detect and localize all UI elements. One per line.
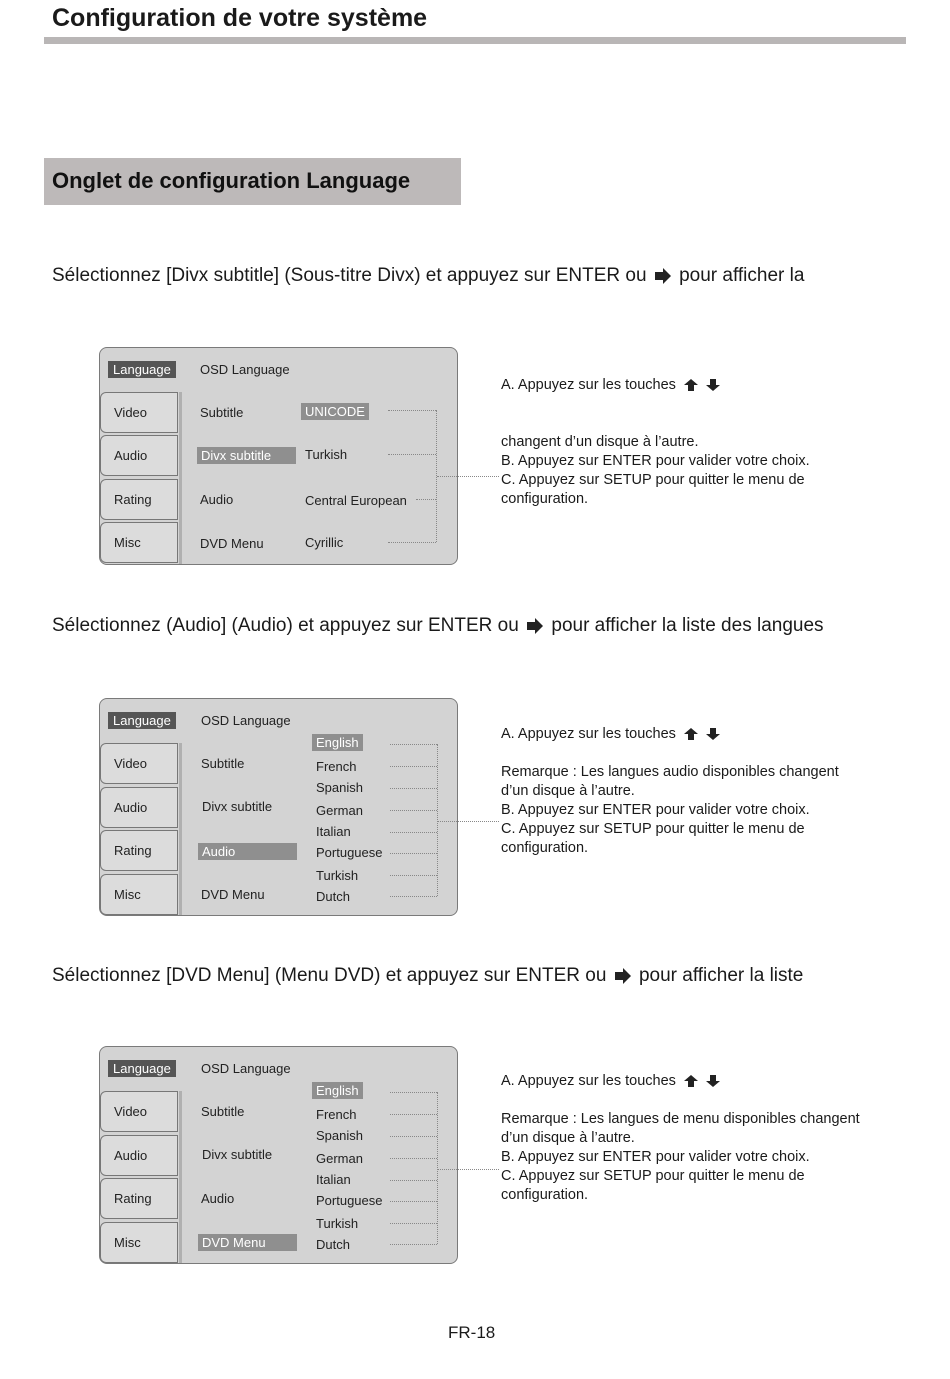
tab-video[interactable]: Video xyxy=(100,392,178,433)
menu-item-subtitle[interactable]: Subtitle xyxy=(201,756,245,771)
panel-divider xyxy=(179,392,182,564)
instruction-2-text-a: Sélectionnez (Audio] (Audio) et appuyez sur ENTER ou xyxy=(52,615,519,636)
menu-item-divx-subtitle[interactable]: Divx subtitle xyxy=(197,447,296,464)
instruction-1 xyxy=(52,265,804,287)
up-arrow-icon xyxy=(684,1075,698,1087)
menu-item-divx-subtitle[interactable]: Divx subtitle xyxy=(202,1147,273,1162)
tab-language[interactable]: Language xyxy=(100,350,178,391)
up-arrow-icon xyxy=(684,728,698,740)
right-arrow-icon xyxy=(614,968,632,984)
option-french[interactable]: French xyxy=(316,759,357,774)
menu-item-osd-language[interactable]: OSD Language xyxy=(201,713,291,728)
note-3-c2: configuration. xyxy=(501,1187,589,1203)
menu-item-divx-subtitle[interactable]: Divx subtitle xyxy=(202,799,273,814)
tab-audio[interactable]: Audio xyxy=(100,435,178,476)
right-arrow-icon xyxy=(654,268,672,284)
tab-language[interactable]: Language xyxy=(100,1049,178,1090)
note-2-remark-2: d’un disque à l’autre. xyxy=(501,783,635,799)
tab-audio[interactable]: Audio xyxy=(100,1135,178,1176)
option-english[interactable]: English xyxy=(312,1083,363,1098)
panel-divider xyxy=(179,743,182,915)
menu-item-audio[interactable]: Audio xyxy=(198,843,297,860)
option-english[interactable]: English xyxy=(312,735,363,750)
callout-leader-2 xyxy=(438,821,499,822)
note-3-b: B. Appuyez sur ENTER pour valider votre choix. xyxy=(501,1149,810,1165)
tab-video[interactable]: Video xyxy=(100,1091,178,1132)
setup-menu-panel-3 xyxy=(99,1046,458,1264)
notes-3 xyxy=(501,1072,860,1205)
option-german[interactable]: German xyxy=(316,803,363,818)
notes-2 xyxy=(501,725,839,858)
note-1-a: A. Appuyez sur les touches xyxy=(501,377,676,393)
panel-divider xyxy=(179,1091,182,1263)
option-german[interactable]: German xyxy=(316,1151,363,1166)
tab-video[interactable]: Video xyxy=(100,743,178,784)
down-arrow-icon xyxy=(706,728,720,740)
option-portuguese[interactable]: Portuguese xyxy=(316,845,383,860)
option-spanish[interactable]: Spanish xyxy=(316,1128,363,1143)
option-unicode[interactable]: UNICODE xyxy=(301,404,369,419)
instruction-1-text-a: Sélectionnez [Divx subtitle] (Sous-titre Divx) et appuyez sur ENTER ou xyxy=(52,265,647,286)
instruction-1-text-b: pour afficher la xyxy=(679,265,805,286)
tab-rating[interactable]: Rating xyxy=(100,1178,178,1219)
menu-item-audio[interactable]: Audio xyxy=(201,1191,235,1206)
instruction-3 xyxy=(52,965,803,987)
option-turkish[interactable]: Turkish xyxy=(305,447,348,462)
note-1-c: C. Appuyez sur SETUP pour quitter le menu de xyxy=(501,472,805,488)
setup-menu-panel-2 xyxy=(99,698,458,916)
down-arrow-icon xyxy=(706,379,720,391)
menu-item-subtitle[interactable]: Subtitle xyxy=(201,1104,245,1119)
option-spanish[interactable]: Spanish xyxy=(316,780,363,795)
tab-misc[interactable]: Misc xyxy=(100,874,178,915)
note-3-remark-2: d’un disque à l’autre. xyxy=(501,1130,635,1146)
note-3-c: C. Appuyez sur SETUP pour quitter le menu de xyxy=(501,1168,805,1184)
note-1-b: B. Appuyez sur ENTER pour valider votre choix. xyxy=(501,453,810,469)
notes-1 xyxy=(501,376,810,509)
instruction-2-text-b: pour afficher la liste des langues xyxy=(551,615,824,636)
note-2-a: A. Appuyez sur les touches xyxy=(501,726,676,742)
note-2-c: C. Appuyez sur SETUP pour quitter le menu de xyxy=(501,821,805,837)
note-1-remark: changent d’un disque à l’autre. xyxy=(501,434,699,450)
note-3-remark: Remarque : Les langues de menu disponibles changent xyxy=(501,1111,860,1127)
option-central-european[interactable]: Central European xyxy=(305,493,407,508)
menu-item-osd-language[interactable]: OSD Language xyxy=(201,1061,291,1076)
up-arrow-icon xyxy=(684,379,698,391)
menu-item-osd-language[interactable]: OSD Language xyxy=(200,362,290,377)
note-1-c2: configuration. xyxy=(501,491,589,507)
callout-leader-1 xyxy=(437,476,499,477)
tab-misc[interactable]: Misc xyxy=(100,522,178,563)
option-dutch[interactable]: Dutch xyxy=(316,1237,350,1252)
tab-misc[interactable]: Misc xyxy=(100,1222,178,1263)
title-rule xyxy=(44,37,906,44)
right-arrow-icon xyxy=(526,618,544,634)
note-2-remark: Remarque : Les langues audio disponibles changent xyxy=(501,764,839,780)
setup-menu-panel-1 xyxy=(99,347,458,565)
option-dutch[interactable]: Dutch xyxy=(316,889,350,904)
option-cyrillic[interactable]: Cyrillic xyxy=(305,535,344,550)
option-italian[interactable]: Italian xyxy=(316,824,351,839)
note-2-b: B. Appuyez sur ENTER pour valider votre choix. xyxy=(501,802,810,818)
tab-rating[interactable]: Rating xyxy=(100,830,178,871)
tab-audio[interactable]: Audio xyxy=(100,787,178,828)
section-title: Onglet de configuration Language xyxy=(52,168,411,193)
note-3-a: A. Appuyez sur les touches xyxy=(501,1073,676,1089)
option-french[interactable]: French xyxy=(316,1107,357,1122)
instruction-2 xyxy=(52,615,824,637)
menu-item-audio[interactable]: Audio xyxy=(200,492,234,507)
instruction-3-text-b: pour afficher la liste xyxy=(638,965,804,986)
down-arrow-icon xyxy=(706,1075,720,1087)
menu-item-subtitle[interactable]: Subtitle xyxy=(200,405,244,420)
option-turkish[interactable]: Turkish xyxy=(316,868,359,883)
option-italian[interactable]: Italian xyxy=(316,1172,351,1187)
note-2-c2: configuration. xyxy=(501,840,589,856)
section-heading-box xyxy=(44,158,461,205)
menu-item-dvd-menu[interactable]: DVD Menu xyxy=(198,1234,297,1251)
menu-item-dvd-menu[interactable]: DVD Menu xyxy=(200,536,264,551)
instruction-3-text-a: Sélectionnez [DVD Menu] (Menu DVD) et appuyez sur ENTER ou xyxy=(52,965,607,986)
menu-item-dvd-menu[interactable]: DVD Menu xyxy=(201,887,265,902)
callout-leader-3 xyxy=(438,1169,499,1170)
page-number: FR-18 xyxy=(448,1323,496,1342)
option-turkish[interactable]: Turkish xyxy=(316,1216,359,1231)
page-title: Configuration de votre système xyxy=(52,4,428,32)
tab-rating[interactable]: Rating xyxy=(100,479,178,520)
tab-language[interactable]: Language xyxy=(100,701,178,742)
option-portuguese[interactable]: Portuguese xyxy=(316,1193,383,1208)
